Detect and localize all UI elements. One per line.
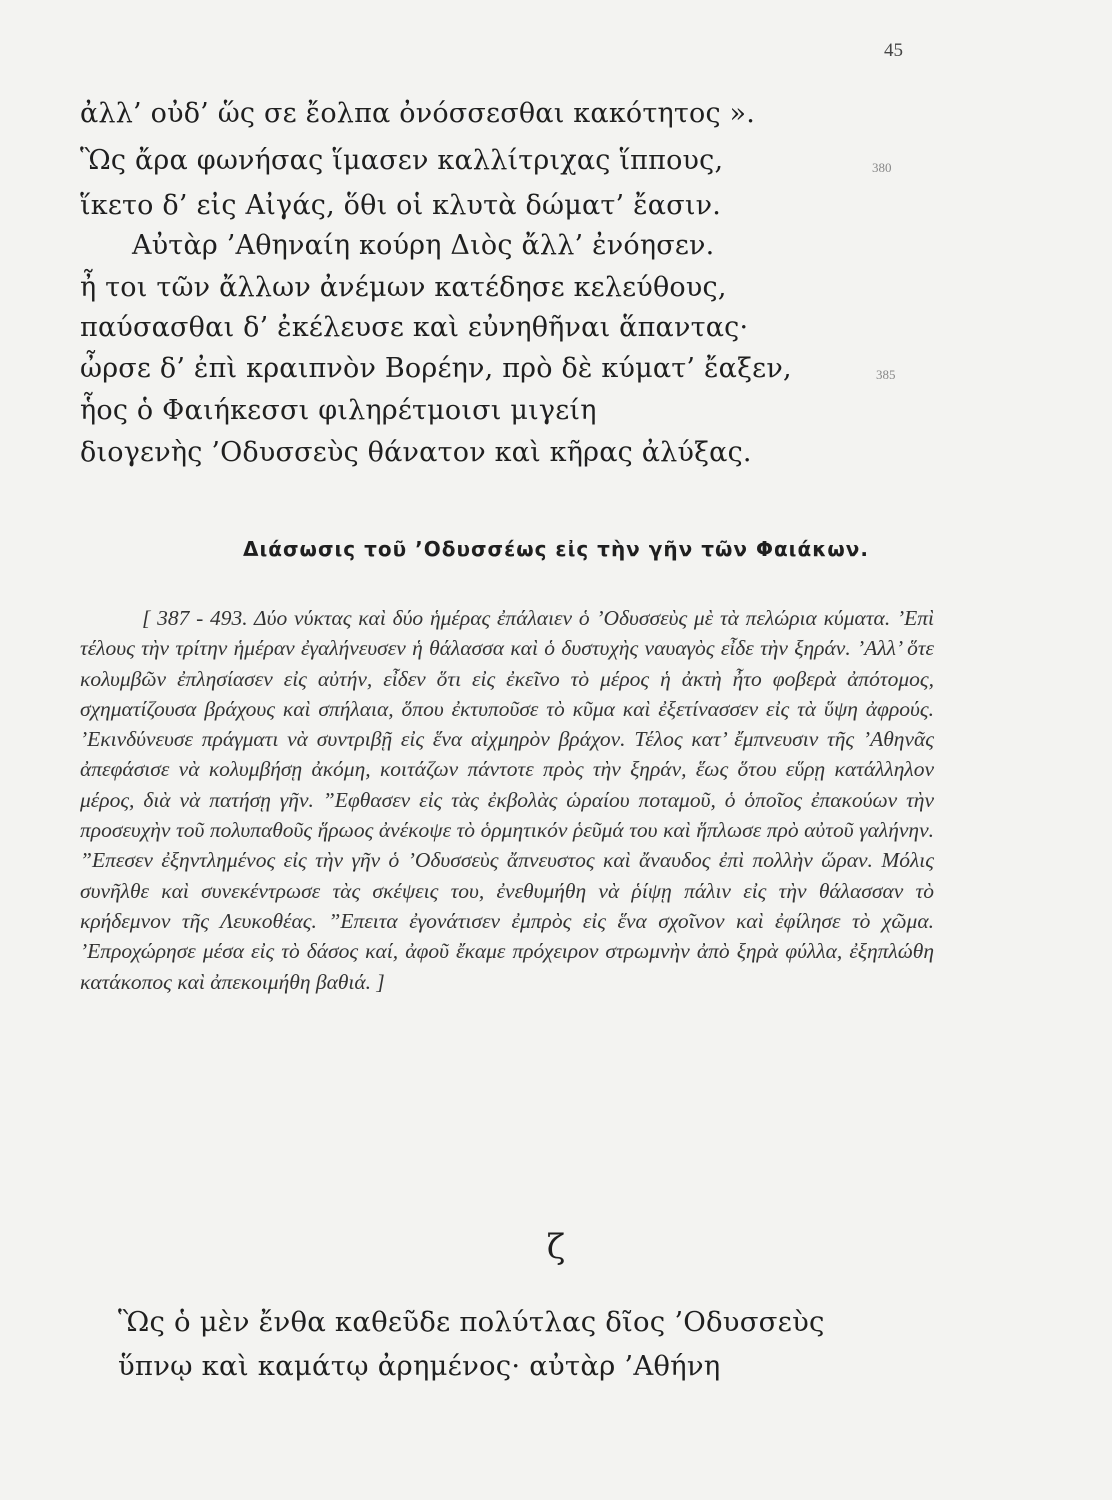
verse-line: ἧος ὁ Φαιήκεσσι φιληρέτμοισι μιγείη — [80, 395, 597, 426]
verse-line: ἦ τοι τῶν ἄλλων ἀνέμων κατέδησε κελεύθους, — [80, 272, 727, 303]
verse-line: διογενὴς ’Οδυσσεὺς θάνατον καὶ κῆρας ἀλύξας. — [80, 437, 752, 468]
verse-line: Ὣς ἄρα φωνήσας ἵμασεν καλλίτριχας ἵππους, — [80, 145, 724, 176]
verse-line: ὕπνῳ καὶ καμάτῳ ἀρημένος· αὐτὰρ ’Αθήνη — [118, 1350, 721, 1382]
verse-line: παύσασθαι δ’ ἐκέλευσε καὶ εὐνηθῆναι ἅπαντας· — [80, 312, 749, 343]
book-letter: ζ — [546, 1227, 566, 1267]
verse-number: 385 — [876, 367, 896, 382]
verse-line: ἀλλ’ οὐδ’ ὥς σε ἔολπα ὀνόσσεσθαι κακότητος ». — [80, 98, 756, 129]
verse-number: 380 — [872, 160, 892, 175]
verse-line: ὦρσε δ’ ἐπὶ κραιπνὸν Βορέην, πρὸ δὲ κύματ’ ἔαξεν, — [80, 353, 792, 384]
verse-line: Αὐτὰρ ’Αθηναίη κούρη Διὸς ἄλλ’ ἐνόησεν. — [132, 230, 715, 261]
section-heading: Διάσωσις τοῦ ’Οδυσσέως εἰς τὴν γῆν τῶν Φαιάκων. — [242, 537, 870, 561]
summary-paragraph: [ 387 - 493. Δύο νύκτας καὶ δύο ἡμέρας ἐπάλαιεν ὁ ’Οδυσσεὺς μὲ τὰ πελώρια κύματα. ’Επὶ τέλους τὴν τρίτην ἡμέραν ἐγαλήνευσεν ἡ θάλασσα καὶ ὁ δυστυχὴς ναυαγὸς εἶδε τὴν ξηράν. ’Αλλ’ ὅτε κολυμβῶν ἐπλησίασεν εἰς αὐτήν, εἶδεν ὅτι εἰς ἐκεῖνο τὸ μέρος ἡ ἀκτὴ ἦτο φοβερὰ ἀπότομος, σχηματίζουσα βράχους καὶ σπήλαια, ὅπου ἐκτυποῦσε τὸ κῦμα καὶ ἐξετίνασσεν εἰς τὰ ὕψη ἀφρούς. ’Εκινδύνευσε πράγματι νὰ συντριβῇ εἰς ἕνα αἰχμηρὸν βράχον. Τέλος κατ’ ἔμπνευσιν τῆς ’Αθηνᾶς ἀπεφάσισε νὰ κολυμβήσῃ ἀκόμη, κοιτάζων πάντοτε πρὸς τὴν ξηράν, ἕως ὅτου εὕρῃ κατάλληλον μέρος, διὰ νὰ πατήσῃ γῆν. ”Εφθασεν εἰς τὰς ἐκβολὰς ὡραίου ποταμοῦ, ὁ ὁποῖος ἐπακούων τὴν προσευχὴν τοῦ πολυπαθοῦς ἥρωος ἀνέκοψε τὸ ὁρμητικόν ῥεῦμά του καὶ ἥπλωσε πρὸ αὐτοῦ γαλήνην. ”Επεσεν ἐξηντλημένος εἰς τὴν γῆν ὁ ’Οδυσσεὺς ἄπνευστος καὶ ἄναυδος ἐπὶ πολλὴν ὥραν. Μόλις συνῆλθε καὶ συνεκέντρωσε τὰς σκέψεις του, ἐνεθυμήθη νὰ ῥίψῃ πάλιν εἰς τὴν θάλασσαν τὸ κρήδεμνον τῆς Λευκοθέας. ”Επειτα ἐγονάτισεν ἐμπρὸς εἰς ἕνα σχοῖνον καὶ ἐφίλησε τὸ χῶμα. ’Επροχώρησε μέσα εἰς τὸ δάσος καί, ἀφοῦ ἔκαμε πρόχειρον στρωμνὴν ἀπὸ ξηρὰ φύλλα, ἐξηπλώθη κατάκοπος καὶ ἀπεκοιμήθη βαθιά. ] — [80, 606, 934, 994]
page-number: 45 — [884, 40, 903, 61]
verse-line: Ὣς ὁ μὲν ἔνθα καθεῦδε πολύτλας δῖος ’Οδυσσεὺς — [118, 1306, 825, 1338]
verse-line: ἵκετο δ’ εἰς Αἰγάς, ὅθι οἱ κλυτὰ δώματ’ ἔασιν. — [80, 190, 722, 221]
